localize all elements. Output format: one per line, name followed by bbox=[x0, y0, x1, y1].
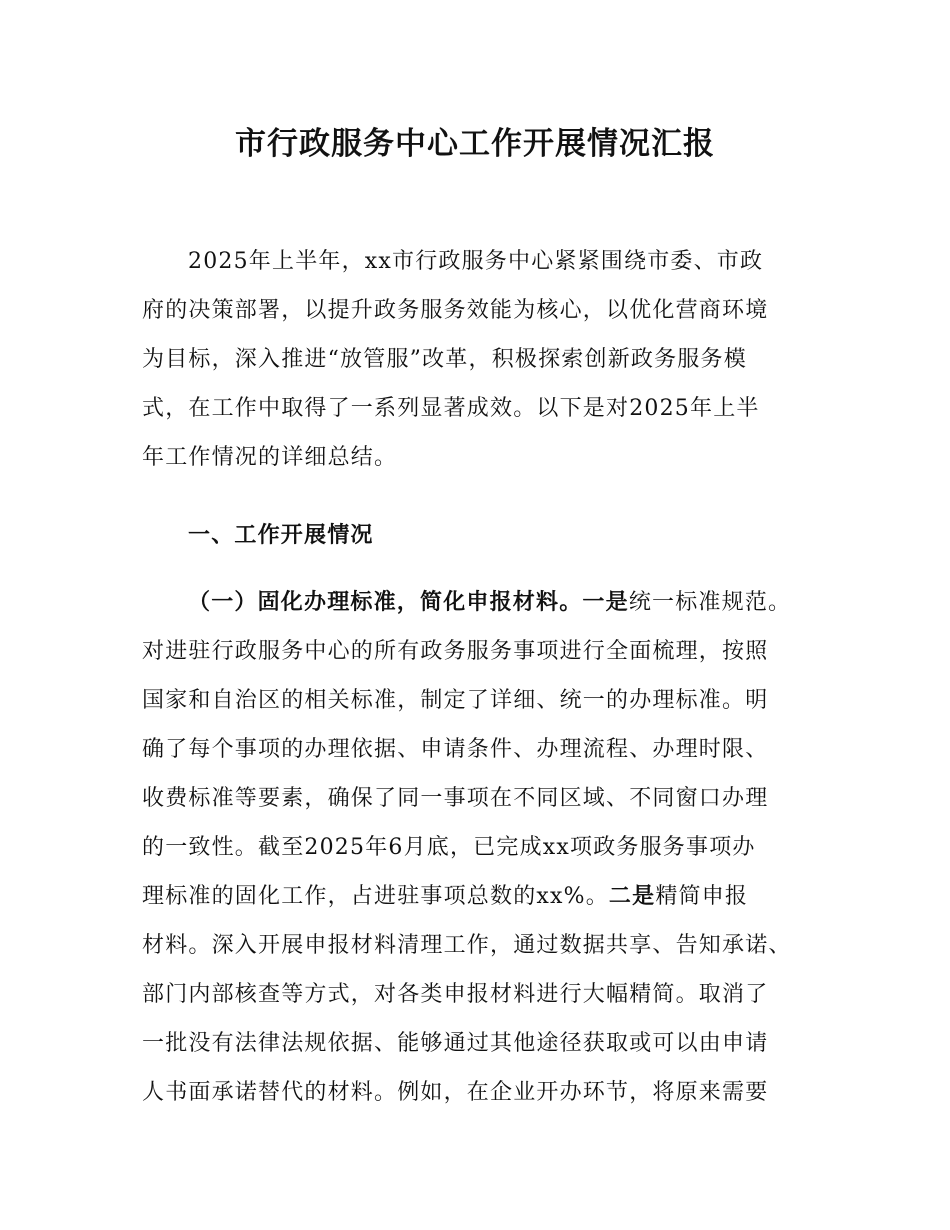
intro-line: 2025年上半年，xx市行政服务中心紧紧围绕市委、市政 bbox=[188, 249, 764, 274]
body-line: 部门内部核查等方式，对各类申报材料进行大幅精简。取消了 bbox=[142, 982, 769, 1007]
point-marker-second: 二是 bbox=[608, 884, 656, 909]
point-marker-first: 一是 bbox=[582, 590, 629, 615]
subsection-heading: （一）固化办理标准，简化申报材料。 bbox=[188, 590, 583, 615]
body-line-mixed bbox=[142, 882, 748, 912]
point-text-first: 统一标准规范。 bbox=[628, 590, 792, 615]
body-line: 材料。深入开展申报材料清理工作，通过数据共享、告知承诺、 bbox=[142, 933, 792, 958]
body-line: 收费标准等要素，确保了同一事项在不同区域、不同窗口办理 bbox=[142, 786, 769, 811]
body-text: 理标准的固化工作，占进驻事项总数的xx%。 bbox=[142, 884, 609, 909]
body-line: 确了每个事项的办理依据、申请条件、办理流程、办理时限、 bbox=[142, 737, 769, 762]
intro-line: 府的决策部署，以提升政务服务效能为核心，以优化营商环境 bbox=[142, 298, 769, 323]
document-title: 市行政服务中心工作开展情况汇报 bbox=[235, 126, 715, 162]
body-line: 一批没有法律法规依据、能够通过其他途径获取或可以由申请 bbox=[142, 1031, 769, 1056]
body-line: 人书面承诺替代的材料。例如，在企业开办环节，将原来需要 bbox=[142, 1080, 769, 1105]
section-heading: 一、工作开展情况 bbox=[188, 523, 374, 548]
body-line: 对进驻行政服务中心的所有政务服务事项进行全面梳理，按照 bbox=[142, 639, 769, 664]
body-line: 国家和自治区的相关标准，制定了详细、统一的办理标准。明 bbox=[142, 688, 769, 713]
intro-line: 为目标，深入推进“放管服”改革，积极探索创新政务服务模 bbox=[142, 347, 747, 372]
subsection-line bbox=[188, 588, 791, 618]
intro-line: 式，在工作中取得了一系列显著成效。以下是对2025年上半 bbox=[142, 396, 760, 421]
point-text-second: 精简申报 bbox=[655, 884, 749, 909]
intro-line: 年工作情况的详细总结。 bbox=[142, 445, 398, 470]
body-line: 的一致性。截至2025年6月底，已完成xx项政务服务事项办 bbox=[142, 835, 756, 860]
